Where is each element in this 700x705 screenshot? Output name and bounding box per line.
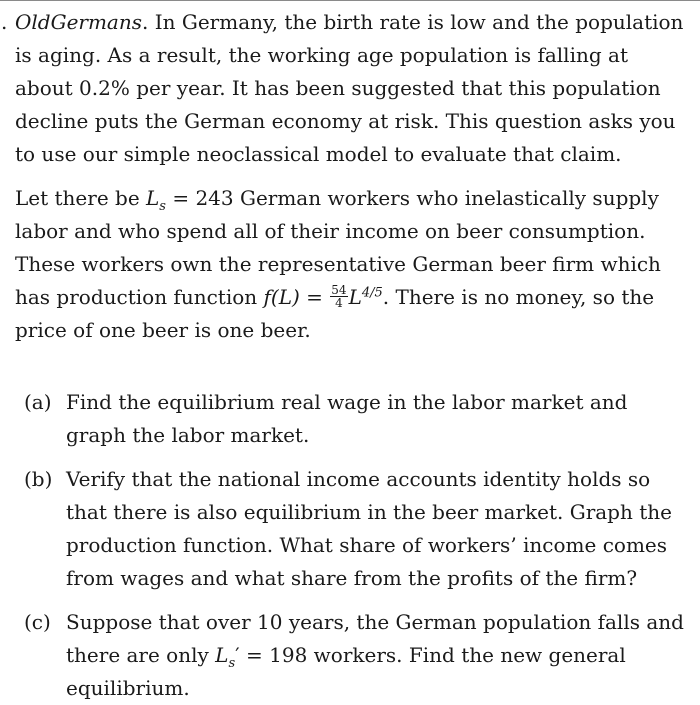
top-rule: [0, 0, 700, 1]
setup-lead: Let there be: [15, 186, 147, 210]
question-lead: Suppose that over 10 years, the German population falls and there are only: [66, 610, 684, 667]
question-tail: = 198 workers. Find the new general equilibrium.: [66, 643, 626, 700]
intro-text: . In Germany, the birth rate is low and the population is aging. As a result, the working age population is falling at about 0.2% per year. It has been suggested that this population decline puts the German economy at risk. This question asks you to use our simple neoclassical model to evaluate that claim.: [15, 10, 684, 166]
setup-tail: . There is no money, so the price of one beer is one beer.: [15, 285, 655, 342]
question-c: [0, 606, 700, 705]
question-label: (b): [24, 467, 53, 491]
problem-title: OldGermans: [15, 10, 143, 34]
power-term: $L^{4/5}$: [348, 285, 383, 309]
setup-body: = 243 German workers who inelastically supply labor and who spend all of their income on beer consumption. These workers own the representative German beer firm which has production function: [15, 186, 661, 309]
new-labor-supply-symbol: $L_s'$: [215, 643, 240, 671]
production-function-equals: =: [299, 285, 330, 309]
labor-supply-symbol: $L_s$: [146, 186, 166, 214]
question-a: [0, 386, 700, 452]
item-bullet: .: [1, 10, 8, 34]
setup-paragraph: [0, 182, 700, 347]
question-text: Verify that the national income accounts identity holds so that there is also equilibrium in the beer market. Graph the production function. What share of workers’ income comes from wages and what share from the profits of the firm?: [66, 467, 672, 590]
production-function-symbol: f: [263, 285, 271, 309]
question-b: [0, 463, 700, 595]
coefficient-fraction: [330, 284, 347, 309]
problem-page: [0, 6, 700, 705]
question-label: (c): [24, 610, 51, 634]
fraction-numerator: 54: [331, 283, 347, 297]
intro-paragraph: [0, 6, 700, 171]
fraction-denominator: 4: [335, 296, 343, 310]
production-function-arg: (L): [270, 285, 300, 309]
question-label: (a): [24, 390, 52, 414]
question-list: [0, 386, 700, 705]
question-text: Find the equilibrium real wage in the labor market and graph the labor market.: [66, 390, 628, 447]
